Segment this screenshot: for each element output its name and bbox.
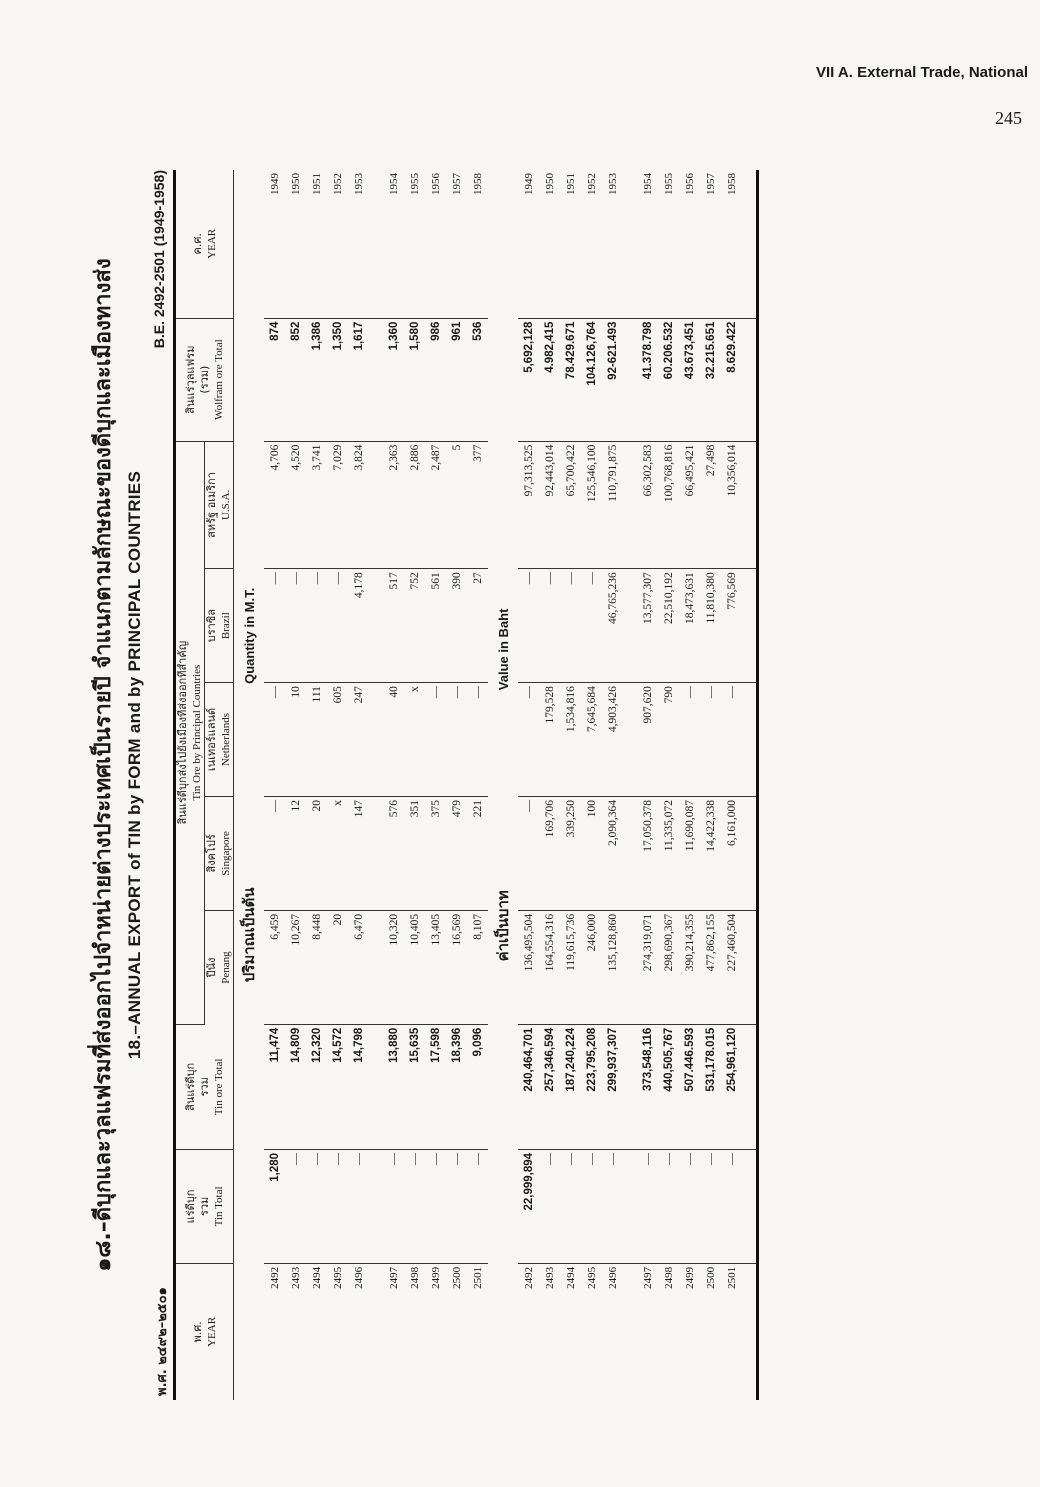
quantity-cell-tin-ore-total: 15,635 — [404, 1024, 425, 1149]
value-cell-year-be: 2493 — [543, 1266, 556, 1289]
value-cell-netherlands: — — [700, 683, 721, 797]
value-cell-year-ad: 1958 — [721, 170, 742, 318]
value-cell-netherlands: 4,903,426 — [602, 683, 623, 797]
quantity-cell-tin-total: — — [467, 1149, 488, 1263]
quantity-cell-brazil: 390 — [446, 569, 467, 683]
value-cell-wolfram-total: 92-621.493 — [602, 318, 623, 441]
section-value-thai: ค่าเป็นบาท — [494, 890, 512, 962]
quantity-cell-tin-ore-total: 14,572 — [327, 1024, 348, 1149]
value-cell-year-be: 2495 — [585, 1266, 598, 1289]
value-cell-year-ad: 1955 — [658, 170, 679, 318]
value-cell-singapore: 11,335,072 — [658, 796, 679, 910]
value-cell-tin-ore-total: 257,346,594 — [539, 1024, 560, 1149]
quantity-cell-wolfram-total: 1,386 — [306, 318, 327, 441]
value-cell-tin-total: — — [637, 1149, 658, 1263]
period-thai: พ.ศ. ๒๔๙๒–๒๕๐๑ — [155, 1287, 170, 1396]
quantity-cell-usa: 7,029 — [327, 441, 348, 569]
quantity-cell-netherlands: — — [425, 683, 446, 797]
value-cell-year-be: 2497 — [641, 1266, 654, 1289]
quantity-cell-year-be: 2497 — [387, 1266, 400, 1289]
value-cell-netherlands: 179,528 — [539, 683, 560, 797]
value-cell-tin-total: — — [700, 1149, 721, 1263]
value-cell-year-ad: 1954 — [637, 170, 658, 318]
quantity-cell-wolfram-total: 986 — [425, 318, 446, 441]
quantity-cell-year-ad: 1957 — [446, 170, 467, 318]
value-cell-tin-total: — — [658, 1149, 679, 1263]
value-cell-tin-ore-total: 254,961,120 — [721, 1024, 742, 1149]
value-row — [721, 170, 742, 1400]
quantity-cell-penang: 10,320 — [383, 910, 404, 1024]
value-cell-wolfram-total: 32.215.651 — [700, 318, 721, 441]
value-cell-wolfram-total: 43.673,451 — [679, 318, 700, 441]
value-cell-tin-total: 22,999,894 — [518, 1149, 539, 1263]
value-cell-tin-ore-total: 507.446.593 — [679, 1024, 700, 1149]
value-cell-year-be: 2492 — [522, 1266, 535, 1289]
quantity-cell-wolfram-total: 1,580 — [404, 318, 425, 441]
quantity-cell-year-ad: 1958 — [467, 170, 488, 318]
quantity-cell-year-be: 2496 — [352, 1266, 365, 1289]
value-cell-netherlands: 7,645,684 — [581, 683, 602, 797]
value-cell-tin-ore-total: 531,178.015 — [700, 1024, 721, 1149]
value-cell-tin-total: — — [581, 1149, 602, 1263]
quantity-cell-usa: 3,824 — [348, 441, 369, 569]
quantity-cell-wolfram-total: 852 — [285, 318, 306, 441]
quantity-cell-year-be: 2498 — [408, 1266, 421, 1289]
value-cell-year-ad: 1949 — [518, 170, 539, 318]
quantity-cell-usa: 2,886 — [404, 441, 425, 569]
col-header-penang: ปีนัง Penang — [205, 910, 234, 1024]
quantity-cell-netherlands: 247 — [348, 683, 369, 797]
col-header-tin-ore-total: สินแร่ดีบุก รวม Tin ore Total — [175, 1024, 234, 1149]
quantity-cell-tin-ore-total: 18,396 — [446, 1024, 467, 1149]
quantity-cell-penang: 10,267 — [285, 910, 306, 1024]
rotated-page-content — [85, 130, 975, 1400]
value-cell-wolfram-total: 60.206.532 — [658, 318, 679, 441]
quantity-cell-year-ad: 1954 — [383, 170, 404, 318]
value-row — [679, 170, 700, 1400]
value-cell-penang: 298,690,367 — [658, 910, 679, 1024]
quantity-cell-usa: 4,706 — [264, 441, 285, 569]
section-quantity — [234, 170, 265, 1400]
value-cell-wolfram-total: 41.378.798 — [637, 318, 658, 441]
quantity-cell-singapore: 479 — [446, 796, 467, 910]
value-cell-usa: 110,791,875 — [602, 441, 623, 569]
quantity-row — [404, 170, 425, 1400]
quantity-cell-year-be: 2492 — [268, 1266, 281, 1289]
value-cell-wolfram-total: 8.629.422 — [721, 318, 742, 441]
value-cell-tin-ore-total: 299,937,307 — [602, 1024, 623, 1149]
quantity-cell-year-ad: 1956 — [425, 170, 446, 318]
quantity-cell-tin-total: — — [306, 1149, 327, 1263]
quantity-cell-brazil: 752 — [404, 569, 425, 683]
quantity-cell-brazil: 517 — [383, 569, 404, 683]
value-row — [539, 170, 560, 1400]
col-header-usa: สหรัฐ อเมริกา U.S.A. — [205, 441, 234, 569]
value-cell-brazil: — — [581, 569, 602, 683]
spacer-row — [742, 170, 758, 1400]
section-value — [488, 170, 518, 1400]
spacer-row — [369, 170, 383, 1400]
value-cell-year-be: 2494 — [564, 1266, 577, 1289]
period-english: B.E. 2492-2501 (1949-1958) — [151, 170, 167, 349]
col-header-netherlands: เนเทอร์แลนด์ Netherlands — [205, 683, 234, 797]
quantity-cell-singapore: 576 — [383, 796, 404, 910]
quantity-cell-singapore: 351 — [404, 796, 425, 910]
quantity-cell-tin-ore-total: 11,474 — [264, 1024, 285, 1149]
quantity-cell-penang: 10,405 — [404, 910, 425, 1024]
quantity-cell-year-be: 2493 — [289, 1266, 302, 1289]
value-cell-tin-ore-total: 440,505,767 — [658, 1024, 679, 1149]
quantity-cell-year-be: 2501 — [471, 1266, 484, 1289]
tin-export-table — [173, 170, 759, 1400]
quantity-cell-brazil: — — [306, 569, 327, 683]
col-header-singapore: สิงคโปร์ Singapore — [205, 796, 234, 910]
quantity-cell-penang: 20 — [327, 910, 348, 1024]
value-cell-penang: 164,554,316 — [539, 910, 560, 1024]
value-cell-usa: 66,302,583 — [637, 441, 658, 569]
quantity-cell-singapore: 375 — [425, 796, 446, 910]
quantity-cell-brazil: 27 — [467, 569, 488, 683]
quantity-cell-netherlands: — — [264, 683, 285, 797]
running-header: VII A. External Trade, National — [815, 64, 1028, 81]
value-cell-usa: 65,700,422 — [560, 441, 581, 569]
quantity-cell-singapore: — — [264, 796, 285, 910]
quantity-cell-netherlands: 605 — [327, 683, 348, 797]
quantity-cell-tin-total: — — [383, 1149, 404, 1263]
quantity-cell-netherlands: — — [446, 683, 467, 797]
value-cell-netherlands: 907,620 — [637, 683, 658, 797]
value-cell-tin-total: — — [560, 1149, 581, 1263]
quantity-cell-wolfram-total: 1,360 — [383, 318, 404, 441]
quantity-cell-brazil: 561 — [425, 569, 446, 683]
quantity-cell-wolfram-total: 1,350 — [327, 318, 348, 441]
value-cell-wolfram-total: 104.126,764 — [581, 318, 602, 441]
value-cell-wolfram-total: 5,692,128 — [518, 318, 539, 441]
value-cell-brazil: — — [518, 569, 539, 683]
quantity-cell-usa: 377 — [467, 441, 488, 569]
value-cell-netherlands: — — [679, 683, 700, 797]
quantity-cell-netherlands: 40 — [383, 683, 404, 797]
quantity-cell-penang: 6,459 — [264, 910, 285, 1024]
value-row — [560, 170, 581, 1400]
value-cell-wolfram-total: 78.429.671 — [560, 318, 581, 441]
col-header-wolfram-total: สินแร่วุลแฟรม (รวม) Wolfram ore Total — [175, 318, 234, 441]
quantity-row — [425, 170, 446, 1400]
spacer-row — [623, 170, 637, 1400]
quantity-cell-netherlands: 111 — [306, 683, 327, 797]
col-header-tin-total: แร่ดีบุก รวม Tin Total — [175, 1149, 234, 1263]
section-quantity-thai: ปริมาณเป็นตัน — [240, 887, 258, 983]
quantity-cell-tin-total: — — [285, 1149, 306, 1263]
value-cell-penang: 274,319,071 — [637, 910, 658, 1024]
value-row — [700, 170, 721, 1400]
value-cell-singapore: 100 — [581, 796, 602, 910]
quantity-row — [285, 170, 306, 1400]
value-cell-penang: 390,214,355 — [679, 910, 700, 1024]
quantity-cell-singapore: x — [327, 796, 348, 910]
quantity-cell-brazil: — — [285, 569, 306, 683]
quantity-cell-brazil: 4,178 — [348, 569, 369, 683]
value-cell-brazil: — — [539, 569, 560, 683]
value-cell-netherlands: 790 — [658, 683, 679, 797]
table-title-thai: ๑๘.–ดีบุกและวุลแฟรมที่ส่งออกไปจำหน่ายต่างประเทศเป็นรายปี จำแนกตามลักษณะของดีบุกและเมืองทางส่ง — [91, 258, 116, 1272]
quantity-row — [327, 170, 348, 1400]
value-cell-singapore: 169,706 — [539, 796, 560, 910]
value-cell-singapore: 2,090,364 — [602, 796, 623, 910]
quantity-row — [446, 170, 467, 1400]
quantity-cell-tin-ore-total: 17,598 — [425, 1024, 446, 1149]
value-cell-brazil: 11,810,380 — [700, 569, 721, 683]
value-cell-usa: 100,768,816 — [658, 441, 679, 569]
quantity-cell-usa: 2,363 — [383, 441, 404, 569]
value-cell-tin-total: — — [539, 1149, 560, 1263]
value-cell-singapore: 339,250 — [560, 796, 581, 910]
value-cell-brazil: 46,765,236 — [602, 569, 623, 683]
quantity-cell-year-ad: 1953 — [348, 170, 369, 318]
quantity-cell-netherlands: 10 — [285, 683, 306, 797]
page-number: 245 — [995, 108, 1022, 128]
quantity-cell-year-be: 2500 — [450, 1266, 463, 1289]
col-header-brazil: บราซิล Brazil — [205, 569, 234, 683]
quantity-cell-netherlands: — — [467, 683, 488, 797]
quantity-cell-tin-ore-total: 14,798 — [348, 1024, 369, 1149]
value-cell-penang: 135,128,860 — [602, 910, 623, 1024]
table-title-english: 18.–ANNUAL EXPORT of TIN by FORM and by PRINCIPAL COUNTRIES — [125, 470, 144, 1060]
col-group-principal-countries: สินแร่ดีบุกส่งไปยังเมืองที่ส่งออกที่สำคัญ Tin Ore by Principal Countries — [175, 441, 205, 1024]
quantity-cell-netherlands: x — [404, 683, 425, 797]
quantity-cell-usa: 2,487 — [425, 441, 446, 569]
quantity-cell-wolfram-total: 874 — [264, 318, 285, 441]
value-cell-brazil: 776,569 — [721, 569, 742, 683]
value-cell-tin-ore-total: 240,464,701 — [518, 1024, 539, 1149]
value-cell-brazil: 22,510,192 — [658, 569, 679, 683]
quantity-row — [348, 170, 369, 1400]
value-cell-tin-ore-total: 373,548,116 — [637, 1024, 658, 1149]
value-cell-year-be: 2501 — [725, 1266, 738, 1289]
quantity-cell-tin-total: — — [327, 1149, 348, 1263]
value-cell-year-ad: 1951 — [560, 170, 581, 318]
quantity-cell-tin-total: — — [404, 1149, 425, 1263]
quantity-cell-singapore: 12 — [285, 796, 306, 910]
value-cell-usa: 27,498 — [700, 441, 721, 569]
quantity-cell-brazil: — — [264, 569, 285, 683]
quantity-cell-tin-ore-total: 14,809 — [285, 1024, 306, 1149]
quantity-cell-year-ad: 1951 — [306, 170, 327, 318]
section-value-english: Value in Baht — [496, 608, 511, 691]
section-quantity-english: Quantity in M.T. — [242, 587, 257, 684]
quantity-cell-wolfram-total: 961 — [446, 318, 467, 441]
value-cell-usa: 125,546,100 — [581, 441, 602, 569]
quantity-cell-penang: 8,107 — [467, 910, 488, 1024]
value-cell-singapore: 6,161,000 — [721, 796, 742, 910]
value-row — [581, 170, 602, 1400]
quantity-cell-singapore: 20 — [306, 796, 327, 910]
value-cell-tin-total: — — [679, 1149, 700, 1263]
value-cell-year-ad: 1956 — [679, 170, 700, 318]
value-cell-penang: 136,495,504 — [518, 910, 539, 1024]
value-cell-tin-total: — — [721, 1149, 742, 1263]
value-cell-netherlands: — — [721, 683, 742, 797]
value-cell-year-ad: 1957 — [700, 170, 721, 318]
value-cell-year-ad: 1950 — [539, 170, 560, 318]
quantity-cell-tin-total: — — [425, 1149, 446, 1263]
value-cell-singapore: 14,422,338 — [700, 796, 721, 910]
quantity-cell-year-be: 2495 — [331, 1266, 344, 1289]
quantity-cell-penang: 13,405 — [425, 910, 446, 1024]
quantity-cell-tin-total: 1,280 — [264, 1149, 285, 1263]
value-cell-brazil: — — [560, 569, 581, 683]
value-cell-singapore: — — [518, 796, 539, 910]
quantity-cell-year-ad: 1952 — [327, 170, 348, 318]
value-cell-singapore: 11,690,087 — [679, 796, 700, 910]
value-cell-year-be: 2498 — [662, 1266, 675, 1289]
value-cell-singapore: 17,050,378 — [637, 796, 658, 910]
quantity-row — [383, 170, 404, 1400]
quantity-cell-singapore: 147 — [348, 796, 369, 910]
value-row — [658, 170, 679, 1400]
quantity-cell-tin-total: — — [348, 1149, 369, 1263]
quantity-cell-year-ad: 1955 — [404, 170, 425, 318]
quantity-cell-singapore: 221 — [467, 796, 488, 910]
quantity-cell-year-ad: 1949 — [264, 170, 285, 318]
quantity-cell-usa: 3,741 — [306, 441, 327, 569]
quantity-cell-year-ad: 1950 — [285, 170, 306, 318]
quantity-cell-usa: 5 — [446, 441, 467, 569]
quantity-cell-penang: 16,569 — [446, 910, 467, 1024]
value-cell-tin-ore-total: 187,240,224 — [560, 1024, 581, 1149]
value-cell-usa: 92,443,014 — [539, 441, 560, 569]
quantity-cell-tin-ore-total: 12,320 — [306, 1024, 327, 1149]
quantity-cell-brazil: — — [327, 569, 348, 683]
quantity-row — [467, 170, 488, 1400]
quantity-cell-usa: 4,520 — [285, 441, 306, 569]
value-cell-wolfram-total: 4.982,415 — [539, 318, 560, 441]
quantity-cell-wolfram-total: 1,617 — [348, 318, 369, 441]
value-cell-year-ad: 1953 — [602, 170, 623, 318]
value-cell-year-be: 2496 — [606, 1266, 619, 1289]
col-header-year-ad: ค.ศ. YEAR — [175, 170, 234, 318]
quantity-cell-tin-ore-total: 9,096 — [467, 1024, 488, 1149]
value-cell-penang: 477,862,155 — [700, 910, 721, 1024]
value-cell-tin-total: — — [602, 1149, 623, 1263]
quantity-cell-wolfram-total: 536 — [467, 318, 488, 441]
value-cell-netherlands: — — [518, 683, 539, 797]
value-cell-penang: 119,615,736 — [560, 910, 581, 1024]
value-row — [602, 170, 623, 1400]
quantity-row — [264, 170, 285, 1400]
value-cell-year-ad: 1952 — [581, 170, 602, 318]
quantity-cell-year-be: 2499 — [429, 1266, 442, 1289]
value-cell-usa: 97,313,525 — [518, 441, 539, 569]
value-cell-tin-ore-total: 223,795,208 — [581, 1024, 602, 1149]
value-cell-brazil: 18,473,631 — [679, 569, 700, 683]
value-cell-usa: 10,356,014 — [721, 441, 742, 569]
value-row — [637, 170, 658, 1400]
value-row — [518, 170, 539, 1400]
value-cell-penang: 227,460,504 — [721, 910, 742, 1024]
col-header-year-be: พ.ศ. YEAR — [175, 1263, 234, 1400]
quantity-cell-penang: 8,448 — [306, 910, 327, 1024]
value-cell-year-be: 2499 — [683, 1266, 696, 1289]
quantity-cell-tin-total: — — [446, 1149, 467, 1263]
value-cell-brazil: 13,577,307 — [637, 569, 658, 683]
value-cell-netherlands: 1,534,816 — [560, 683, 581, 797]
quantity-cell-tin-ore-total: 13,880 — [383, 1024, 404, 1149]
value-cell-year-be: 2500 — [704, 1266, 717, 1289]
value-cell-penang: 246,000 — [581, 910, 602, 1024]
quantity-cell-year-be: 2494 — [310, 1266, 323, 1289]
value-cell-usa: 66,495,421 — [679, 441, 700, 569]
quantity-cell-penang: 6,470 — [348, 910, 369, 1024]
quantity-row — [306, 170, 327, 1400]
